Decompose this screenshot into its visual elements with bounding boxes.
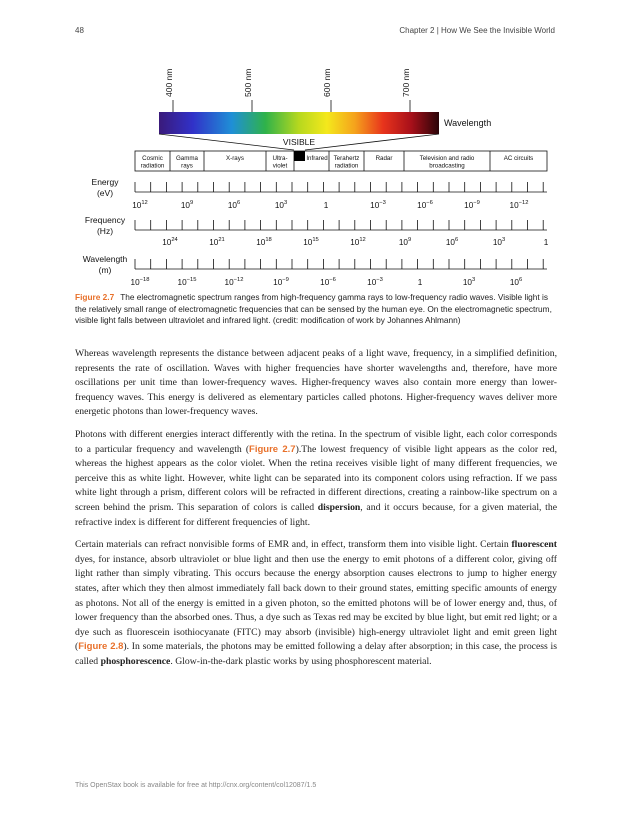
paragraph-3 xyxy=(75,538,557,669)
wavelength-ticks xyxy=(135,259,543,269)
body-text xyxy=(75,347,557,677)
frequency-label-5: $10^{12}$ xyxy=(350,237,366,247)
region-tv-radio-l2: broadcasting xyxy=(429,162,465,170)
em-spectrum-svg xyxy=(60,55,570,293)
visible-connector-right xyxy=(305,134,439,150)
visible-label: VISIBLE xyxy=(282,137,316,147)
paragraph-3-text-c: ). In some materials, the photons may be emitted following a delay after absorption; in this case, the process is called xyxy=(75,641,557,667)
page-footer: This OpenStax book is available for free at http://cnx.org/content/col12087/1.5 xyxy=(75,782,317,789)
visible-spectrum-bar xyxy=(159,112,439,134)
frequency-label-1: $10^{24}$ xyxy=(162,237,178,247)
wavelength-label-5: $10^{-6}$ xyxy=(320,277,336,287)
energy-scale xyxy=(92,177,547,210)
frequency-scale xyxy=(85,215,549,247)
frequency-label-4: $10^{15}$ xyxy=(303,237,319,247)
frequency-axis-label: Frequency xyxy=(84,215,126,225)
paragraph-3-text-d: . Glow-in-the-dark plastic works by using phosphorescent material. xyxy=(170,655,432,667)
region-cosmic-l2: radiation xyxy=(140,162,165,170)
spectrum-regions xyxy=(135,151,547,171)
wavelength-label: Wavelength xyxy=(444,118,492,128)
frequency-ticks xyxy=(135,220,543,230)
region-uv-l1: Ultra- xyxy=(272,155,288,162)
energy-label-8: $10^{-9}$ xyxy=(464,200,480,210)
visible-wavelength-ticks xyxy=(164,69,411,112)
paragraph-2-text-b: ).The lowest frequency of visible light appears as the color red, whereas the highest appears as the color violet. When the retina receives visible light of many different frequencies, we perceive this as white light. However, white light can be separated into its component colors using refraction. If we pass white light through a prism, different colors will be refracted in different directions, creating a rainbow-like spectrum on a screen behind the prism. This separation of colors is called xyxy=(75,443,558,513)
label-600nm: 600 nm xyxy=(322,68,332,97)
energy-label-7: $10^{-6}$ xyxy=(417,200,433,210)
label-700nm: 700 nm xyxy=(401,68,411,97)
paragraph-3-text-b: dyes, for instance, absorb ultraviolet or blue light and then use the energy to emit photons of a different color, giving off light rather than simply vibrating. This occurs because the energy absorption causes electrons to jump to higher energy states, after which they then almost immediately fall back down to their ground states, emitting specific amounts of energy as photons. Not all of the energy is emitted in a given photon, so the emitted photons will be of lower energy and, thus, of lower frequency than the absorbed ones. Thus, a dye such as Texas red may be excited by blue light, but emit red light; or a dye such as fluorescein isothiocyanate (FITC) may absorb (invisible) high-energy ultraviolet light and emit green light ( xyxy=(75,553,557,653)
figure-caption xyxy=(75,292,557,327)
figure-caption-text: The electromagnetic spectrum ranges from high-frequency gamma rays to low-frequency radio waves. Visible light is the relatively small range of electromagnetic frequencies that can be sensed by the human eye. On the electromagnetic spectrum, visible light falls between ultraviolet and infrared light. (credit: modification of work by Johannes Ahlmann) xyxy=(75,292,552,326)
paragraph-2-text-a: Photons with different energies interact differently with the retina. In the spectrum of visible light, each color corresponds to a particular frequency and wavelength ( xyxy=(75,428,557,455)
energy-label-2: $10^9$ xyxy=(180,200,194,210)
region-gamma-l2: rays xyxy=(181,162,193,170)
wavelength-label-6: $10^{-3}$ xyxy=(367,277,383,287)
frequency-label-2: $10^{21}$ xyxy=(209,237,225,247)
paragraph-1: Whereas wavelength represents the distance between adjacent peaks of a light wave, frequency, in a simplified definition, represents the rate of oscillation. Waves with higher frequencies have shorter wavelengths and, therefore, have more oscillations per unit time than lower-frequency waves. Higher-frequency waves also contain more energy than lower-frequency waves. This energy is delivered as elementary particles called photons. Higher-frequency waves deliver more energetic photons than lower-frequency waves. xyxy=(75,348,557,418)
wavelength-scale xyxy=(83,254,547,287)
region-terahertz-l2: radiation xyxy=(334,162,359,170)
energy-label-6: $10^{-3}$ xyxy=(370,200,386,210)
page-number: 48 xyxy=(75,26,84,35)
wavelength-label-7: 1 xyxy=(417,278,423,287)
em-spectrum-figure xyxy=(60,55,570,293)
visible-slot xyxy=(294,151,305,161)
region-ac-circuits: AC circuits xyxy=(503,155,534,162)
region-xrays: X-rays xyxy=(226,155,244,162)
energy-label-9: $10^{-12}$ xyxy=(509,200,529,210)
figure-caption-label: Figure 2.7 xyxy=(75,292,115,302)
wavelength-label-3: $10^{-12}$ xyxy=(224,277,244,287)
label-500nm: 500 nm xyxy=(243,68,253,97)
frequency-label-6: $10^9$ xyxy=(398,237,412,247)
frequency-label-8: $10^3$ xyxy=(492,237,506,247)
frequency-label-3: $10^{18}$ xyxy=(256,237,272,247)
region-terahertz-l1: Terahertz xyxy=(333,155,360,162)
visible-connector-left xyxy=(159,134,294,150)
wavelength-axis-label: Wavelength xyxy=(82,254,128,264)
term-phosphorescence: phosphorescence xyxy=(100,655,171,667)
label-400nm: 400 nm xyxy=(164,68,174,97)
term-fluorescent: fluorescent xyxy=(511,539,557,551)
region-cosmic-l1: Cosmic xyxy=(142,155,163,162)
energy-label-3: $10^6$ xyxy=(227,200,241,210)
energy-axis-label: Energy xyxy=(91,177,119,187)
figure-2-7-link[interactable]: Figure 2.7 xyxy=(249,443,296,455)
region-gamma-l1: Gamma xyxy=(175,155,199,162)
wavelength-label-8: $10^3$ xyxy=(462,277,476,287)
wavelength-label-2: $10^{-15}$ xyxy=(177,277,197,287)
wavelength-axis-unit: (m) xyxy=(98,265,112,275)
region-uv-l2: violet xyxy=(272,162,288,170)
paragraph-3-text-a: Certain materials can refract nonvisible forms of EMR and, in effect, transform them into visible light. Certain xyxy=(75,539,512,551)
figure-2-8-link[interactable]: Figure 2.8 xyxy=(78,641,124,653)
region-infrared: Infrared xyxy=(306,155,328,162)
running-head: Chapter 2 | How We See the Invisible World xyxy=(399,26,555,35)
region-tv-radio-l1: Television and radio xyxy=(419,155,475,162)
energy-axis-unit: (eV) xyxy=(96,188,114,198)
term-dispersion: dispersion xyxy=(317,501,361,513)
wavelength-label-9: $10^6$ xyxy=(509,277,523,287)
energy-label-4: $10^3$ xyxy=(274,200,288,210)
energy-label-5: 1 xyxy=(323,201,329,210)
energy-label-1: $10^{12}$ xyxy=(132,200,148,210)
wavelength-label-4: $10^{-9}$ xyxy=(273,277,289,287)
frequency-label-7: $10^6$ xyxy=(445,237,459,247)
frequency-axis-unit: (Hz) xyxy=(96,226,114,236)
paragraph-2-text-c: , and it occurs because, for a given material, the refractive index is different for different frequencies of light. xyxy=(75,501,557,528)
energy-ticks xyxy=(135,182,543,192)
region-radar: Radar xyxy=(375,155,393,162)
paragraph-2 xyxy=(75,428,557,530)
frequency-label-9: 1 xyxy=(543,238,549,247)
wavelength-label-1: $10^{-18}$ xyxy=(130,277,150,287)
